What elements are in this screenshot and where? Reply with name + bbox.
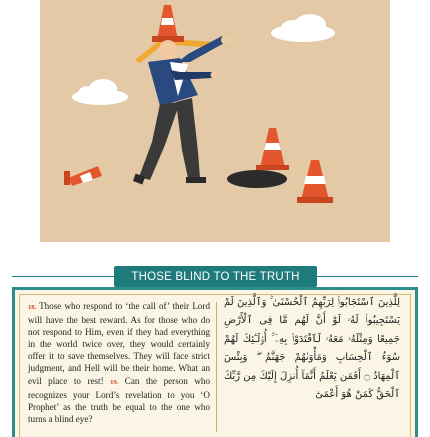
arabic-column <box>224 294 400 404</box>
verse-text: Those who respond to ‘the call of’ their Lord will have the best reward. As for those who do not respond to Him, even if they had everything in the world twice over, they would certainly offer it to save themselves. They will face strict judgment, and Hell will be their home. What an evil place to rest! <box>28 301 210 386</box>
verse-text: Can the person who recognizes your Lord’s revelation to you ‘O Prophet’ as the truth be equal to the one who turns a blind eye? <box>28 375 211 424</box>
traffic-cone-icon <box>297 160 333 203</box>
arabic-text: لِلَّذِينَ ٱسْتَجَابُوا۟ لِرَبِّهِمُ ٱلْحُسْنَىٰ ۚ وَٱلَّذِينَ لَمْ يَسْتَجِيبُوا۟ لَهُۥ لَوْ أَنَّ لَهُم مَّا فِى ٱلْأَرْضِ جَمِيعًا وَمِثْلَهُۥ مَعَهُۥ لَٱفْتَدَوْا۟ بِهِۦٓ ۚ أُو۟لَـٰٓئِكَ لَهُمْ سُوٓءُ ٱلْحِسَابِ وَمَأْوَىٰهُمْ جَهَنَّمُ ۖ وَبِئْسَ ٱلْمِهَادُ ۝ أَفَمَن يَعْلَمُ أَنَّمَآ أُنزِلَ إِلَيْكَ مِن رَّبِّكَ ٱلْحَقُّ كَمَنْ هُوَ أَعْمَىٰٓ <box>224 297 400 401</box>
illustration <box>40 0 390 242</box>
blindfolded-man-cones-icon <box>40 0 390 242</box>
translation-paragraph <box>28 300 210 425</box>
verse-number: 19. <box>110 378 119 386</box>
column-divider <box>216 302 217 432</box>
traffic-cone-icon <box>256 128 289 170</box>
blindfolded-man <box>133 5 229 184</box>
traffic-cone-icon <box>64 166 102 186</box>
banner-rule-right <box>317 276 418 277</box>
banner-rule-left <box>12 276 114 277</box>
verse-number: 18. <box>28 304 37 311</box>
cloud-icon <box>271 14 335 42</box>
translation-column <box>28 300 210 425</box>
section-title: THOSE BLIND TO THE TRUTH <box>131 270 300 283</box>
hole-icon <box>227 170 287 188</box>
cloud-icon <box>72 79 128 105</box>
section-banner <box>114 266 317 287</box>
